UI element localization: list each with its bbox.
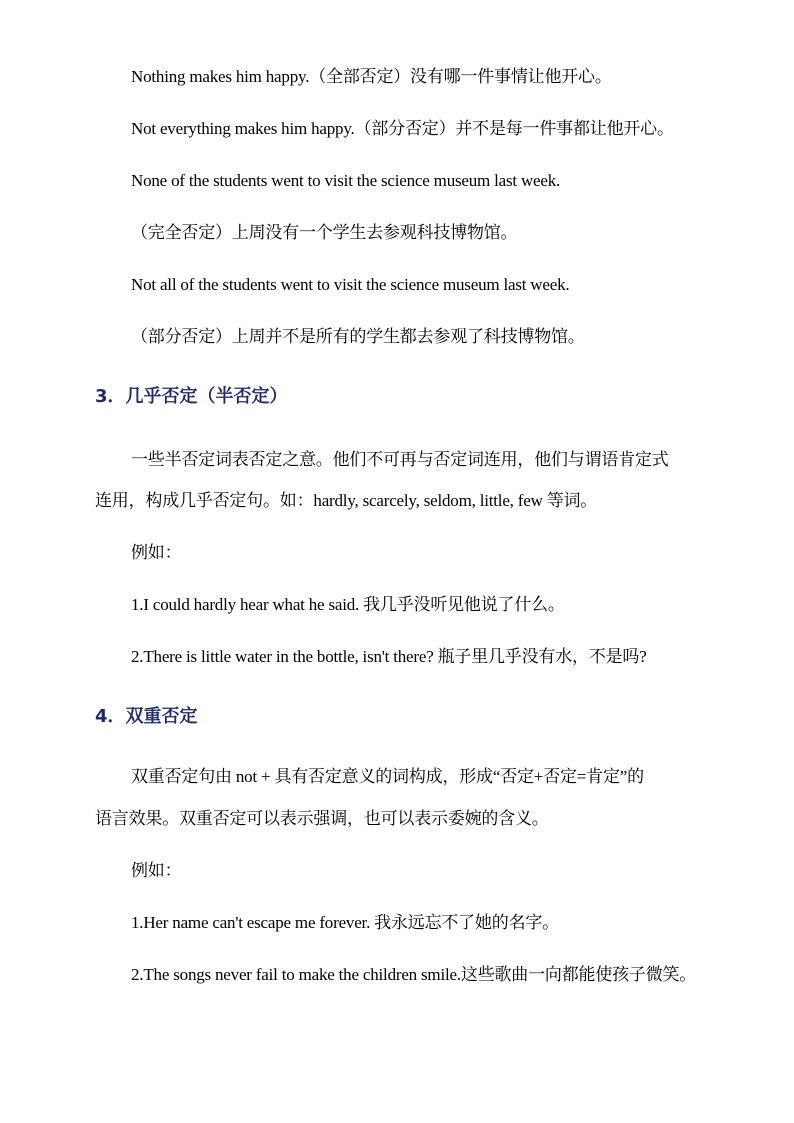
paragraph-line: 语言效果。双重否定可以表示强调，也可以表示委婉的含义。 (95, 809, 549, 828)
paragraph-line: 一些半否定词表否定之意。他们不可再与否定词连用，他们与谓语肯定式 (131, 450, 669, 469)
section-number: 4． (95, 706, 126, 727)
example-sentence: 1.I could hardly hear what he said. 我几乎没听见他说了什么。 (131, 595, 565, 614)
section-title: 双重否定 (125, 706, 198, 727)
section-title: 几乎否定（半否定） (125, 386, 288, 407)
example-sentence: 2.There is little water in the bottle, isn't there? 瓶子里几乎没有水，不是吗? (131, 647, 647, 666)
example-sentence: 2.The songs never fail to make the children smile.这些歌曲一向都能使孩子微笑。 (131, 965, 697, 984)
example-sentence: Not all of the students went to visit the science museum last week. (131, 275, 570, 294)
example-translation: （部分否定）上周并不是所有的学生都去参观了科技博物馆。 (131, 327, 585, 346)
example-sentence: 1.Her name can't escape me forever. 我永远忘不了她的名字。 (131, 913, 559, 932)
example-sentence: Not everything makes him happy.（部分否定）并不是每一件事都让他开心。 (131, 119, 674, 138)
example-label: 例如： (131, 543, 182, 562)
example-sentence: Nothing makes him happy.（全部否定）没有哪一件事情让他开心。 (131, 67, 612, 86)
example-sentence: None of the students went to visit the science museum last week. (131, 171, 561, 190)
section-heading-4 (95, 706, 198, 728)
example-label: 例如： (131, 861, 182, 880)
section-heading-3 (95, 386, 288, 408)
paragraph-line: 连用，构成几乎否定句。如：hardly, scarcely, seldom, little, few 等词。 (95, 491, 598, 510)
example-translation: （完全否定）上周没有一个学生去参观科技博物馆。 (131, 223, 518, 242)
paragraph-line: 双重否定句由 not + 具有否定意义的词构成，形成“否定+否定=肯定”的 (131, 767, 644, 786)
section-number: 3． (95, 386, 126, 407)
